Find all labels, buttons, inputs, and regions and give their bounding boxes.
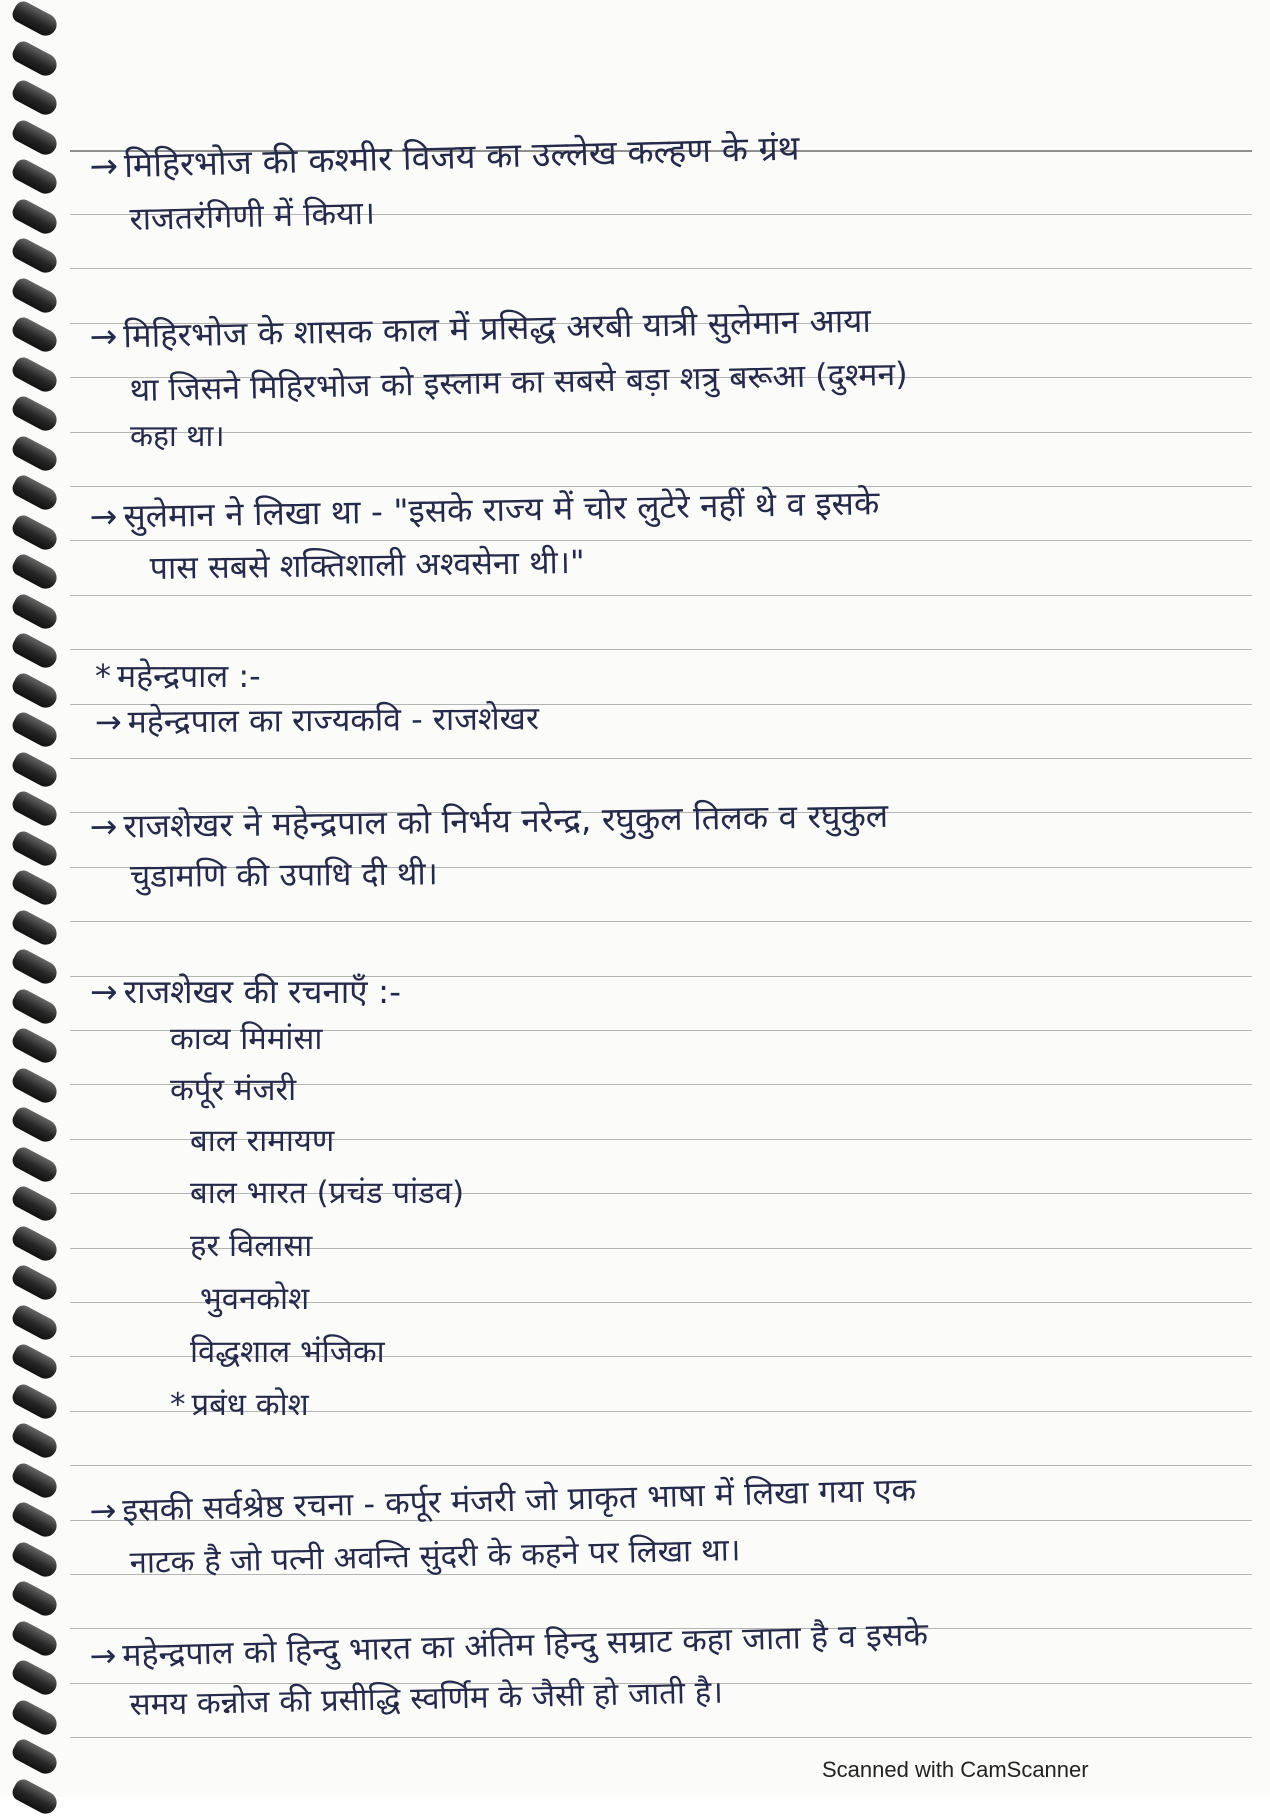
ruled-line — [70, 921, 1252, 922]
note-text: बाल भारत (प्रचंड पांडव) — [190, 1175, 465, 1211]
note-text: प्रबंध कोश — [191, 1387, 309, 1423]
note-text: कर्पूर मंजरी — [170, 1072, 297, 1108]
note-text: नाटक है जो पत्नी अवन्ति सुंदरी के कहने पर लिखा था। — [129, 1532, 741, 1581]
note-line-2 — [129, 193, 376, 238]
note-text: विद्धशाल भंजिका — [190, 1334, 385, 1370]
note-text: इसकी सर्वश्रेष्ठ रचना - कर्पूर मंजरी जो प्राकृत भाषा में लिखा गया एक — [121, 1470, 917, 1530]
note-line-11 — [129, 854, 438, 895]
list-item — [170, 1072, 297, 1108]
asterisk-icon: * — [170, 1387, 186, 1423]
arrow-icon: → — [89, 806, 118, 846]
note-text: मिहिरभोज की कश्मीर विजय का उल्लेख कल्हण के ग्रंथ — [123, 128, 800, 187]
note-text: चुडामणि की उपाधि दी थी। — [129, 854, 438, 895]
list-item — [170, 1387, 309, 1423]
note-text: महेन्द्रपाल को हिन्दु भारत का अंतिम हिन्दु सम्राट कहा जाता है व इसके — [121, 1615, 929, 1675]
arrow-icon: → — [89, 1636, 117, 1675]
note-text: काव्य मिमांसा — [170, 1021, 323, 1057]
ruled-line — [70, 432, 1252, 433]
note-line-7 — [149, 542, 585, 587]
list-item — [190, 1334, 385, 1370]
note-text: मिहिरभोज के शासक काल में प्रसिद्ध अरबी यात्री सुलेमान आया — [122, 300, 872, 356]
note-line-9 — [94, 699, 540, 741]
note-text: महेन्द्रपाल :- — [117, 657, 261, 695]
note-line-12 — [90, 972, 402, 1011]
ruled-line — [70, 649, 1252, 650]
arrow-icon: → — [89, 1491, 117, 1530]
arrow-icon: → — [94, 702, 122, 741]
note-text: था जिसने मिहिरभोज को इस्लाम का सबसे बड़ा शत्रु बरूआ (दुश्मन) — [129, 354, 909, 409]
list-item — [190, 1228, 313, 1264]
arrow-icon: → — [89, 146, 119, 187]
ruled-line — [70, 1737, 1252, 1738]
arrow-icon: → — [90, 972, 118, 1011]
section-heading — [95, 657, 261, 695]
list-item — [190, 1175, 465, 1211]
note-text: राजशेखर ने महेन्द्रपाल को निर्भय नरेन्द्र, रघुकुल तिलक व रघुकुल — [123, 795, 889, 846]
arrow-icon: → — [89, 496, 118, 536]
note-text: भुवनकोश — [200, 1281, 310, 1317]
scanner-watermark: Scanned with CamScanner — [822, 1757, 1089, 1782]
note-text: राजशेखर की रचनाएँ :- — [123, 972, 402, 1011]
arrow-icon: → — [89, 316, 118, 356]
note-text: महेन्द्रपाल का राज्यकवि - राजशेखर — [127, 699, 540, 741]
ruled-line — [70, 595, 1252, 596]
ruled-line — [70, 758, 1252, 759]
note-text: सुलेमान ने लिखा था - "इसके राज्य में चोर लुटेरे नहीं थे व इसके — [123, 483, 880, 536]
list-item — [190, 1123, 335, 1159]
ruled-line — [70, 540, 1252, 541]
list-item — [170, 1021, 323, 1057]
note-text: समय कन्नोज की प्रसीद्धि स्वर्णिम के जैसी हो जाती है। — [129, 1674, 724, 1723]
asterisk-icon: * — [95, 657, 111, 695]
note-text: कहा था। — [130, 419, 225, 454]
note-line-5 — [130, 419, 225, 454]
note-text: हर विलासा — [190, 1228, 313, 1264]
ruled-line — [70, 268, 1252, 269]
note-text: राजतरंगिणी में किया। — [129, 193, 376, 238]
ruled-line — [70, 1465, 1252, 1466]
list-item — [200, 1281, 310, 1317]
note-line-10 — [89, 795, 889, 846]
note-text: बाल रामायण — [190, 1123, 335, 1159]
note-text: पास सबसे शक्तिशाली अश्वसेना थी।" — [149, 542, 585, 587]
